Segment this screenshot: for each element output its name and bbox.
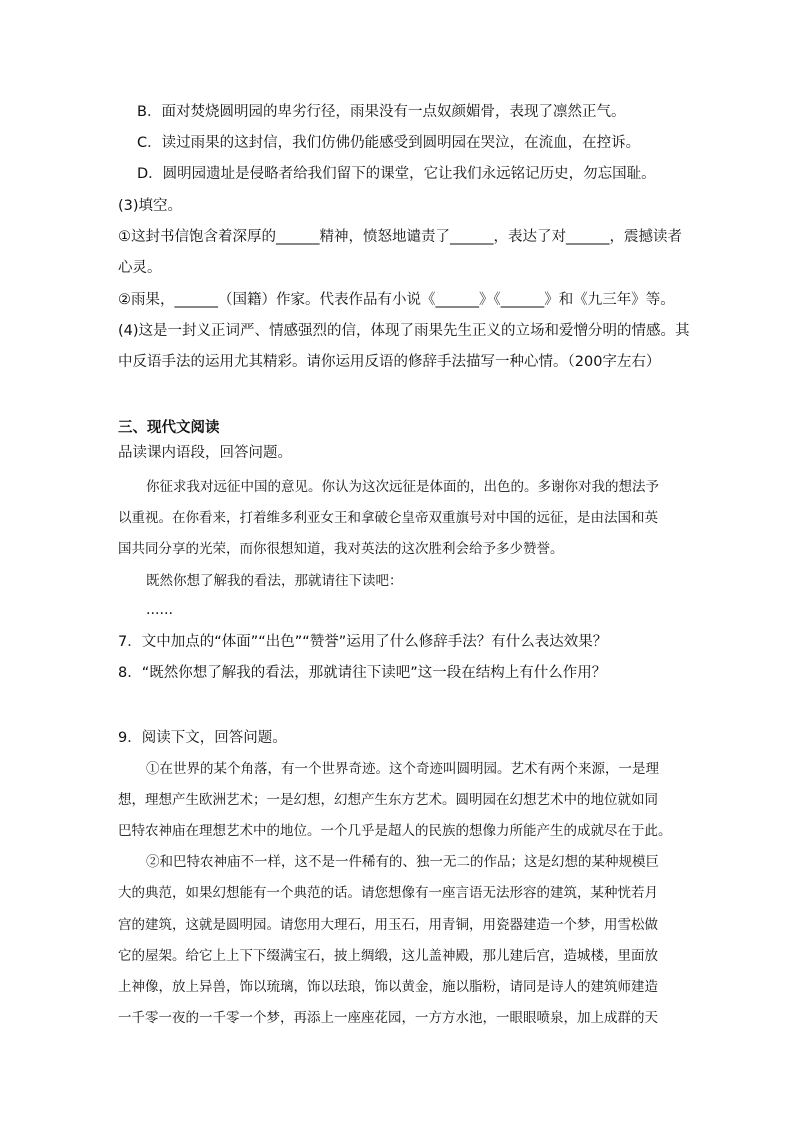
passage-line: 宫的建筑，这就是圆明园。请您用大理石，用玉石，用青铜，用瓷器建造一个梦，用雪松做 — [118, 917, 658, 933]
passage-line: 你征求我对远征中国的意见。你认为这次远征是体面的，出色的。多谢你对我的想法予 — [146, 479, 659, 495]
passage-line: 它的屋架。给它上上下下缀满宝石，披上绸缎，这儿盖神殿，那儿建后宫，造城楼，里面放 — [118, 948, 658, 964]
passage-ellipsis: …… — [146, 602, 173, 618]
question-3-item-1: ①这封书信饱含着深厚的______精神，愤怒地谴责了______，表达了对______，震撼读者 — [118, 229, 682, 245]
question-8: 8．“既然你想了解我的看法，那就请往下读吧”这一段在结构上有什么作用？ — [118, 665, 607, 681]
passage-line: 一千零一夜的一千零一个梦，再添上一座座花园，一方方水池，一眼眼喷泉，加上成群的天 — [118, 1010, 658, 1026]
passage-line: 想，理想产生欧洲艺术；一是幻想，幻想产生东方艺术。圆明园在幻想艺术中的地位就如同 — [118, 792, 658, 808]
passage-line: 上神像，放上异兽，饰以琉璃，饰以珐琅，饰以黄金，施以脂粉，请同是诗人的建筑师建造 — [118, 979, 658, 995]
passage-line: 以重视。在你看来，打着维多利亚女王和拿破仑皇帝双重旗号对中国的远征，是由法国和英 — [118, 510, 658, 526]
section-3-intro: 品读课内语段，回答问题。 — [118, 445, 292, 461]
question-3-item-2: ②雨果，______（国籍）作家。代表作品有小说《______》《______》和《九三年》等。 — [118, 292, 675, 308]
question-3-item-1-cont: 心灵。 — [118, 260, 162, 276]
passage-line: ①在世界的某个角落，有一个世界奇迹。这个奇迹叫圆明园。艺术有两个来源，一是理 — [146, 761, 659, 777]
passage-line: 大的典范，如果幻想能有一个典范的话。请您想像有一座言语无法形容的建筑，某种恍若月 — [118, 885, 658, 901]
option-d: D．圆明园遗址是侵略者给我们留下的课堂，它让我们永远铭记历史，勿忘国耻。 — [137, 166, 656, 182]
question-7: 7．文中加点的“体面”“出色”“赞誉”运用了什么修辞手法？有什么表达效果？ — [118, 634, 608, 650]
question-4-cont: 中反语手法的运用尤其精彩。请你运用反语的修辞手法描写一种心情。（200字左右） — [118, 354, 661, 370]
section-3-heading: 三、现代文阅读 — [118, 420, 220, 436]
passage-line: 既然你想了解我的看法，那就请往下读吧： — [146, 573, 403, 589]
passage-line: ②和巴特农神庙不一样，这不是一件稀有的、独一无二的作品；这是幻想的某种规模巨 — [146, 854, 659, 870]
question-3-title: (3)填空。 — [118, 198, 183, 214]
option-c: C．读过雨果的这封信，我们仿佛仍能感受到圆明园在哭泣，在流血，在控诉。 — [137, 135, 641, 151]
question-4: (4)这是一封义正词严、情感强烈的信，体现了雨果先生正义的立场和爱憎分明的情感。其 — [118, 323, 690, 339]
question-9-title: 9．阅读下文，回答问题。 — [118, 730, 287, 746]
option-b: B．面对焚烧圆明园的卑劣行径，雨果没有一点奴颜媚骨，表现了凛然正气。 — [137, 104, 626, 120]
passage-line: 国共同分享的光荣，而你很想知道，我对英法的这次胜利会给予多少赞誉。 — [118, 541, 564, 557]
passage-line: 巴特农神庙在理想艺术中的地位。一个几乎是超人的民族的想像力所能产生的成就尽在于此。 — [118, 823, 672, 839]
